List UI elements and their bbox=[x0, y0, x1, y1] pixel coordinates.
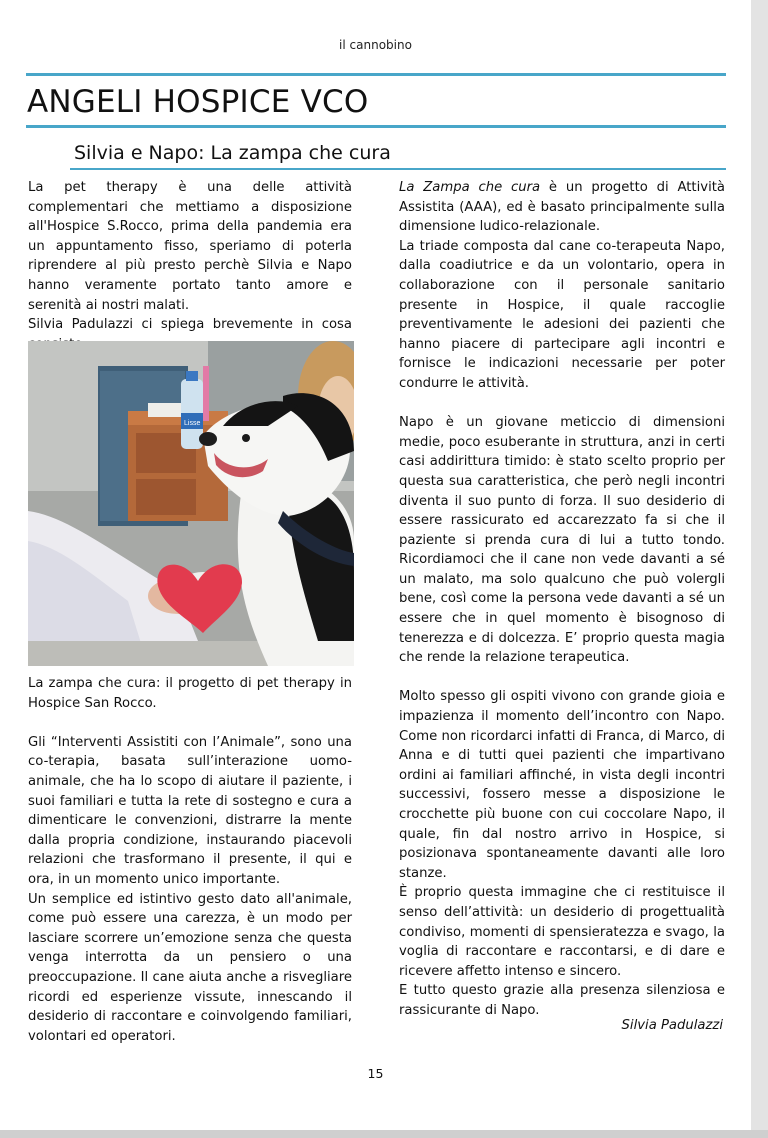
body-paragraph: Napo è un giovane meticcio di dimensioni medie, poco esuberante in struttura, anzi in certi casi addirittura timido: è stato scelto proprio per questa sua caratteristica, che però negli incontri diventa il suo punto di forza. Il suo desiderio di essere rassicurato ed accarezzato fa si che il paziente si prenda cura di lui a tutto tondo. Ricordiamoci che il cane non vede davanti a sé un malato, ma solo qualcuno che può volergli bene, così come la persona vede davanti a sé un essere che in quel momento è bisognoso di tenerezza e di dolcezza. E’ proprio questa magia che rende la relazione terapeutica. bbox=[399, 415, 725, 666]
left-column bbox=[28, 674, 352, 1046]
author-signature: Silvia Padulazzi bbox=[621, 1018, 723, 1033]
subtitle-rule bbox=[70, 168, 726, 170]
bottle-label: Lisse bbox=[184, 420, 201, 427]
body-paragraph: La Zampa che cura è un progetto di Attività Assistita (AAA), ed è basato principalmente sulla dimensione ludico-relazionale. bbox=[399, 180, 725, 235]
right-column bbox=[399, 178, 725, 1021]
article-subtitle: Silvia e Napo: La zampa che cura bbox=[74, 142, 391, 164]
page-number: 15 bbox=[367, 1066, 384, 1081]
project-name: La Zampa che cura bbox=[399, 180, 541, 195]
page-title: ANGELI HOSPICE VCO bbox=[27, 84, 369, 120]
body-paragraph: La triade composta dal cane co-terapeuta Napo, dalla coadiutrice e da un volontario, opera in collaborazione con il personale sanitario presente in Hospice, il quale raccoglie preventivamente le adesioni dei pazienti che hanno piacere di partecipare agli incontri e fornisce le indicazioni necessarie per poter condurre le attività. bbox=[399, 238, 725, 391]
body-paragraph: E tutto questo grazie alla presenza silenziosa e rassicurante di Napo. bbox=[399, 983, 725, 1018]
photo-caption: La zampa che cura: il progetto di pet therapy in Hospice San Rocco. bbox=[28, 676, 352, 711]
body-paragraph: È proprio questa immagine che ci restituisce il senso dell’attività: un desiderio di progettualità condiviso, momenti di spensieratezza e svago, la voglia di raccontare e raccontarsi, e di dare e ricevere affetto intenso e sincero. bbox=[399, 885, 725, 979]
body-paragraph: Gli “Interventi Assistiti con l’Animale”, sono una co-terapia, basata sull’interazione uomo-animale, che ha lo scopo di aiutare il paziente, i suoi familiari e tutta la rete di sostegno e cura a dimenticare le convenzioni, distrarre la mente dalla propria condizione, instaurando piacevoli relazioni che trasformano il presente, il qui e ora, in un momento unico importante. bbox=[28, 734, 352, 887]
running-head: il cannobino bbox=[339, 38, 412, 52]
pet-therapy-photo bbox=[28, 341, 354, 666]
intro-column bbox=[28, 178, 352, 354]
header-rule bbox=[26, 73, 726, 76]
body-paragraph: Molto spesso gli ospiti vivono con grande gioia e impazienza il momento dell’incontro con Napo. Come non ricordarci infatti di Franca, di Marco, di Anna e di tutti quei pazienti che impartivano ordini ai familiari affinché, in vista degli incontri successivi, fossero messe a disposizione le crocchette più buone con cui coccolare Napo, il quale, fin dal nostro arrivo in Hospice, si posizionava spontaneamente davanti alle loro stanze. bbox=[399, 689, 725, 881]
intro-paragraph: La pet therapy è una delle attività complementari che mettiamo a disposizione all'Hospice S.Rocco, prima della pandemia era un appuntamento fisso, speriamo di poterla riprendere al più presto perchè Silvia e Napo hanno veramente portato tanto amore e serenità ai nostri malati. bbox=[28, 180, 352, 313]
intro-paragraph: Silvia Padulazzi ci spiega brevemente in cosa bbox=[28, 317, 352, 333]
body-paragraph: Un semplice ed istintivo gesto dato all'animale, come può essere una carezza, è un modo per lasciare scorrere un’emozione senza che questa venga interrotta da un pensiero o una preoccupazione. Il cane aiuta anche a risvegliare ricordi ed esperienze vissute, innescando il desiderio di raccontare e coinvolgendo familiari, volontari ed operatori. bbox=[28, 891, 352, 1044]
page-edge bbox=[751, 0, 768, 1138]
page-bottom-edge bbox=[0, 1130, 768, 1138]
photo-illustration bbox=[28, 341, 354, 666]
title-rule bbox=[26, 125, 726, 128]
